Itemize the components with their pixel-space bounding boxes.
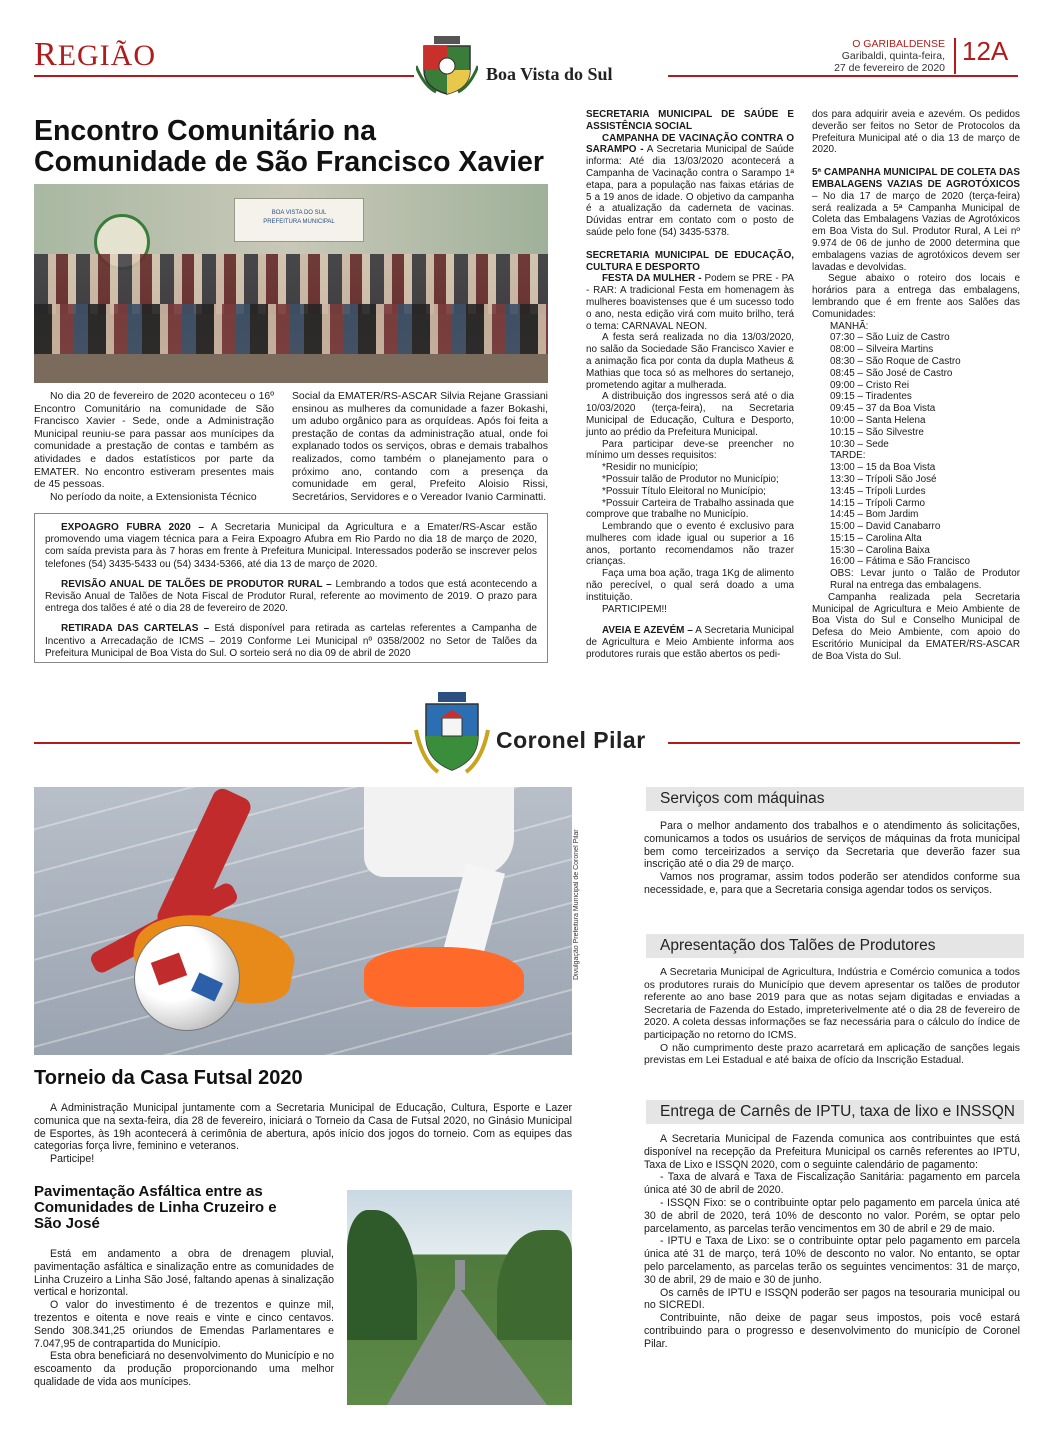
schedule-item: 10:15 – São Silvestre [830, 426, 924, 438]
schedule-item: 10:00 – Santa Helena [830, 414, 926, 426]
page-number-divider [954, 38, 956, 74]
schedule-item: 07:30 – São Luiz de Castro [830, 332, 950, 344]
notices-col-3: SECRETARIA MUNICIPAL DE SAÚDE E ASSISTÊNCIA SOCIAL CAMPANHA DE VACINAÇÃO CONTRA O SARAMPO - A Secretaria Municipal de Saúde informa: Até dia 13/03/2020 acontecerá a Campanha de Vacinação contra o Sarampo 1ª etapa, para a população nas faixas etárias de 5 a 19 anos de idade. O objetivo da campanha é a atualização da caderneta de vacinas. Dúvidas entrar em contato com o posto de saúde pelo fone (54) 3435-5378. SECRETARIA MUNICIPAL DE EDUCAÇÃO, CULTURA E DESPORTO FESTA DA MULHER - Podem se PRE - PA - RAR: A tradicional Festa em homenagem às mulheres boavistenses que é um sucesso todo o ano, nesta edição virá com muito brilho, terá o tema: CARNAVAL NEON. A festa será realizada no dia 13/03/2020, no salão da Sociedade São Francisco Xavier e a animação fica por conta da dupla Matheus & Mathias que toca só as melhores do sertanejo, prometendo agitar a mulherada. A distribuição dos ingressos será até o dia 10/03/2020 (terça-feira), na Secretaria Municipal de Educação, Cultura e Desporto, junto ao prédio da Prefeitura Municipal. Para participar deve-se preencher no mínimo um desses requisitos: *Residir no município; *Possuir talão de Produtor no Município; *Possuir Título Eleitoral no Município; *Possuir Carteira de Trabalho assinada que comprove que trabalhe no Município. Lembrando que o evento é exclusivo para mulheres com idade igual ou superior a 16 anos, portanto recomendamos não trazer crianças. Faça uma boa ação, traga 1Kg de alimento não perecível, o qual será doado a uma instituição. PARTICIPEM!! AVEIA E AZEVÉM – A Secretaria Municipal de Agricultura e Meio Ambiente informa aos produtores rurais que estão abertos os pedi- [586, 109, 795, 661]
schedule-item: 08:45 – São José de Castro [830, 367, 953, 379]
schedule-item: 15:15 – Carolina Alta [830, 532, 922, 544]
section-title: REGIÃO [34, 36, 156, 73]
requirement-item: *Possuir talão de Produtor no Município; [602, 473, 779, 485]
coat-of-arms-icon [414, 690, 490, 774]
schedule-item: 14:45 – Bom Jardim [830, 509, 919, 521]
headline: Encontro Comunitário na Comunidade de São Francisco Xavier [34, 115, 544, 178]
schedule-item: 09:45 – 37 da Boa Vista [830, 403, 936, 415]
services-article: Para o melhor andamento dos trabalhos e o atendimento ás solicitações, comunicamos a todos os usuários de serviços de máquinas da frota municipal bem como terceirizados a serviço da Secretaria que deverão fazer sua inscrição até o dia 29 de março. Vamos nos programar, assim todos poderão ser atendidos conforme sua necessidade, e, para que a Secretaria consiga agendar todos os serviços. [644, 820, 1020, 896]
divider-right [668, 742, 1020, 744]
futsal-photo [34, 787, 572, 1055]
issue-date-2: 27 de fevereiro de 2020 [834, 62, 945, 74]
futsal-headline: Torneio da Casa Futsal 2020 [34, 1067, 303, 1089]
producers-article: A Secretaria Municipal de Agricultura, Indústria e Comércio comunica a todos os produtores rurais do Município que devem apresentar os talões de produtor referente ao ano base 2019 para que as notas sejam digitadas e enviadas a Secretaria de Fazenda do Estado, impreterivelmente até o dia 28 de fevereiro de 2020. A coleta dessas informações se faz necessária para o cálculo do índice de participação no retorno do ICMS. O não cumprimento deste prazo acarretará em aplicação de sanções legais previstas em Lei Estadual e até baixa de ofício da Inscrição Estadual. [644, 967, 1020, 1067]
notices-col-4: dos para adquirir aveia e azevém. Os pedidos deverão ser feitos no Setor de Protocolos da Prefeitura Municipal até o dia 13 de março de 2020. 5ª CAMPANHA MUNICIPAL DE COLETA DAS EMBALAGENS VAZIAS DE AGROTÓXICOS – No dia 17 de março de 2020 (terça-feira) será realizada a 5ª Campanha Municipal de Coleta das Embalagens Vazias de Agrotóxicos em Boa Vista do Sul. Produtor Rural, A Lei nº 9.974 de 06 de junho de 2000 determina que embalagens vazias de agrotóxicos devem ser lavadas e devolvidas. Segue abaixo o roteiro dos locais e horários para a entrega das embalagens, lembrando que é em frente aos Salões das Comunidades: MANHÃ: 07:30 – São Luiz de Castro 08:00 – Silveira Martins 08:30 – São Roque de Castro 08:45 – São José de Castro 09:00 – Cristo Rei 09:15 – Tiradentes 09:45 – 37 da Boa Vista 10:00 – Santa Helena 10:15 – São Silvestre 10:30 – Sede TARDE: 13:00 – 15 da Boa Vista 13:30 – Trípoli São José 13:45 – Trípoli Lurdes 14:15 – Trípoli Carmo 14:45 – Bom Jardim 15:00 – David Canabarro 15:15 – Carolina Alta 15:30 – Carolina Baixa 16:00 – Fátima e São Francisco OBS: Levar junto o Talão de Produtor Rural na entrega das embalagens. Campanha realizada pela Secretaria Municipal de Agricultura e Meio Ambiente de Boa Vista do Sul e Conselho Municipal de Defesa do Meio Ambiente, com apoio do Escritório Municipal da EMATER/RS-ASCAR de Boa Vista do Sul. [812, 109, 1020, 662]
photo-credit: Divulgação Prefeitura Municipal de Coronel Pilar [573, 829, 580, 980]
futsal-article: A Administração Municipal juntamente com a Secretaria Municipal de Educação, Cultura, Esporte e Lazer comunica que na sexta-feira, dia 28 de fevereiro, iniciará o Torneio da Casa de Futsal 2020, no Ginásio Municipal de Esportes, às 19h acontecerá à cerimônia de abertura, após início dos jogos do torneio. Com as equipes das categorias força livre, feminino e veteranos. Participe! [34, 1102, 572, 1166]
requirement-item: *Residir no município; [602, 462, 699, 474]
article-col-1: No dia 20 de fevereiro de 2020 aconteceu o 16º Encontro Comunitário na comunidade de São Francisco Xavier - Sede, onde a Administração Municipal reuniu-se para passar aos munícipes da comunidade a prestação de contas e também as atividades e dados estatísticos por parte da EMATER. No encontro estiveram presentes mais de 45 pessoas. No período da noite, a Extensionista Técnico [34, 391, 274, 503]
page-number: 12A [962, 36, 1009, 66]
schedule-item: 13:45 – Trípoli Lurdes [830, 485, 926, 497]
iptu-article: A Secretaria Municipal de Fazenda comunica aos contribuintes que está disponível na recepção da Prefeitura Municipal os carnês referentes ao IPTU, Taxa de Lixo e ISSQN 2020, com o seguinte calendário de pagamento: - Taxa de alvará e Taxa de Fiscalização Sanitária: pagamento em parcela única até 30 de abril de 2020. - ISSQN Fixo: se o contribuinte optar pelo pagamento em parcela única até 30 de abril de 2020, terá 10% de desconto no valor. Porém, se optar pelo parcelamento, as parcelas terão vencimentos em 30 de abril e 29 de maio. - IPTU e Taxa de Lixo: se o contribuinte optar pelo pagamento em parcela única até 31 de março, terá 10% de desconto no valor. No entanto, se optar pelo parcelamento, as parcelas terão os seguintes vencimentos: 31 de março, 30 de abril, 29 de maio e 30 de junho. Os carnês de IPTU e ISSQN poderão ser pagos na tesouraria municipal ou no SICREDI. Contribuinte, não deixe de pagar seus impostos, pois você estará contribuindo para o progresso e desenvolvimento do município de Coronel Pilar. [644, 1133, 1020, 1350]
requirement-item: *Possuir Carteira de Trabalho assinada que comprove que trabalhe no Município. [586, 497, 794, 521]
schedule-item: 15:30 – Carolina Baixa [830, 544, 930, 556]
road-photo [347, 1190, 572, 1405]
schedule-item: 16:00 – Fátima e São Francisco [830, 556, 970, 568]
paving-article: Está em andamento a obra de drenagem pluvial, pavimentação asfáltica e sinalização entre as comunidades de Linha Cruzeiro a Linha São José, faltando apenas à sinalização vertical e horizontal. O valor do investimento é de trezentos e quinze mil, trezentos e oitenta e nove reais e vinte e cinco centavos. Sendo 308.341,25 oriundos de Emendas Parlamentares e 7.047,95 de contrapartida do Município. Esta obra beneficiará no desenvolvimento do Município e no escoamento da produção proporcionando uma melhor qualidade de vida aos munícipes. [34, 1248, 334, 1388]
section-bar: Serviços com máquinas [646, 787, 1024, 811]
requirement-item: *Possuir Título Eleitoral no Município; [602, 485, 766, 497]
newspaper-name: O GARIBALDENSE [852, 38, 945, 50]
schedule-item: 13:00 – 15 da Boa Vista [830, 462, 936, 474]
section-bar: Entrega de Carnês de IPTU, taxa de lixo e INSSQN [646, 1100, 1024, 1124]
schedule-item: 10:30 – Sede [830, 438, 889, 450]
schedule-item: 14:15 – Trípoli Carmo [830, 497, 925, 509]
paving-headline: Pavimentação Asfáltica entre as Comunidades de Linha Cruzeiro e São José [34, 1183, 277, 1233]
issue-info [790, 38, 945, 74]
municipality-name: Coronel Pilar [496, 727, 646, 753]
section-bar: Apresentação dos Talões de Produtores [646, 934, 1024, 958]
divider-left [34, 742, 412, 744]
schedule-item: 08:30 – São Roque de Castro [830, 355, 961, 367]
header-rule-right [668, 75, 1018, 77]
municipality-name: Boa Vista do Sul [486, 64, 613, 84]
schedule-item: 08:00 – Silveira Martins [830, 344, 934, 356]
coat-of-arms-icon [416, 36, 478, 96]
photo-banner: BOA VISTA DO SUL PREFEITURA MUNICIPAL [234, 198, 364, 242]
header-rule-left [34, 75, 414, 77]
article-col-2: Social da EMATER/RS-ASCAR Silvia Rejane Grassiani ensinou as mulheres da comunidade a fazer Bokashi, um adubo orgânico para as orquídeas. Após foi feita a prestação de contas da administração atual, onde foi explanado todos os serviços, obras e demais trabalhos realizados, como também o planejamento para o próximo ano, contando com a presença da comunidade em geral, Prefeito Aloisio Rissi, Secretários, Servidores e o Vereador Ivanio Carminatti. [292, 391, 548, 503]
notice-box: EXPOAGRO FUBRA 2020 – A Secretaria Municipal da Agricultura e a Emater/RS-Ascar estão promovendo uma viagem técnica para a Feira Expoagro Afubra em Rio Pardo no dia 18 de março de 2020, com saída prevista para às 7 horas em frente à Prefeitura Municipal. Interessados poderão se inscrever pelos telefones (54) 3435-5433 ou (54) 3434-5366, até dia 13 de março de 2020. REVISÃO ANUAL DE TALÕES DE PRODUTOR RURAL – Lembrando a todos que está acontecendo a Revisão Anual de Talões de Nota Fiscal de Produtor Rural, referente ao movimento de 2019. O prazo para entrega dos talões é até o dia 28 de fevereiro de 2020. RETIRADA DAS CARTELAS – Está disponível para retirada as cartelas referentes a Campanha de Incentivo a Arrecadação de ICMS – 2019 Conforme Lei Municipal nº 0358/2002 no Setor de Talões da Prefeitura Municipal de Boa Vista do Sul. O sorteio será no dia 09 de abril de 2020 [34, 513, 548, 663]
group-photo [34, 184, 548, 383]
schedule-item: 15:00 – David Canabarro [830, 521, 941, 533]
schedule-item: 13:30 – Trípoli São José [830, 473, 937, 485]
issue-date-1: Garibaldi, quinta-feira, [841, 50, 945, 62]
schedule-item: 09:15 – Tiradentes [830, 391, 912, 403]
schedule-item: 09:00 – Cristo Rei [830, 379, 910, 391]
